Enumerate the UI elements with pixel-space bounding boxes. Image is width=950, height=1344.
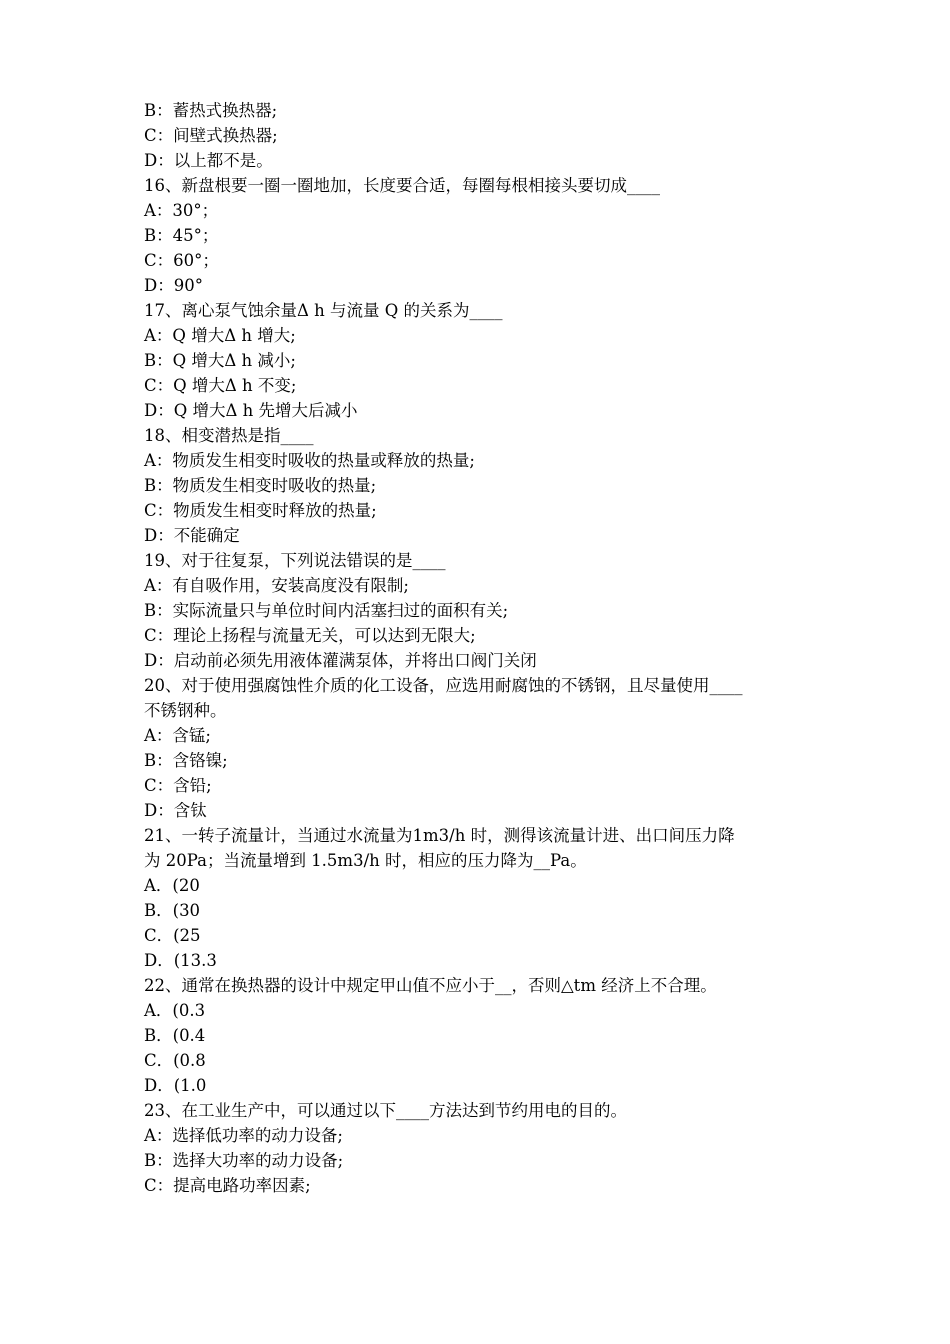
text-line: D：含钛 [144, 801, 207, 820]
text-line: C．(0.8 [144, 1051, 206, 1070]
text-line: 16、新盘根要一圈一圈地加，长度要合适，每圈每根相接头要切成____ [144, 176, 660, 195]
text-line: D：Q 增大Δ h 先增大后减小 [144, 401, 358, 420]
text-line: D．(13.3 [144, 951, 217, 970]
text-line: A：30°； [144, 201, 219, 220]
text-line: D：不能确定 [144, 526, 240, 545]
text-line: C：理论上扬程与流量无关，可以达到无限大; [144, 626, 476, 645]
text-line: B：物质发生相变时吸收的热量; [144, 476, 377, 495]
text-line: C：Q 增大Δ h 不变; [144, 376, 297, 395]
text-line: C．(25 [144, 926, 201, 945]
text-line: B：含铬镍; [144, 751, 228, 770]
text-line: B．(0.4 [144, 1026, 206, 1045]
text-line: D．(1.0 [144, 1076, 207, 1095]
text-line: D：90° [144, 276, 203, 295]
text-line: C：60°； [144, 251, 219, 270]
document-page [144, 98, 824, 1198]
text-line: A：含锰; [144, 726, 211, 745]
text-line: A：物质发生相变时吸收的热量或释放的热量; [144, 451, 475, 470]
text-line: A：Q 增大Δ h 增大; [144, 326, 296, 345]
text-line: B：蓄热式换热器; [144, 101, 278, 120]
text-line: A：选择低功率的动力设备; [144, 1126, 343, 1145]
text-line: B．(30 [144, 901, 201, 920]
text-line: C：间壁式换热器; [144, 126, 278, 145]
text-line: A．(0.3 [144, 1001, 206, 1020]
text-line: A：有自吸作用，安装高度没有限制; [144, 576, 409, 595]
text-line: 22、通常在换热器的设计中规定甲山值不应小于__，否则△tm 经济上不合理。 [144, 976, 717, 995]
text-line: 23、在工业生产中，可以通过以下____方法达到节约用电的目的。 [144, 1101, 627, 1120]
text-line: C：提高电路功率因素; [144, 1176, 311, 1195]
text-line: 21、一转子流量计，当通过水流量为1m3/h 时，测得该流量计进、出口间压力降 [144, 826, 735, 845]
text-line: D：以上都不是。 [144, 151, 273, 170]
text-line: D：启动前必须先用液体灌满泵体，并将出口阀门关闭 [144, 651, 537, 670]
text-line: 不锈钢种。 [144, 701, 227, 720]
text-line: B：Q 增大Δ h 减小; [144, 351, 296, 370]
text-line: 19、对于往复泵，下列说法错误的是____ [144, 551, 446, 570]
text-line: 为 20Pa；当流量增到 1.5m3/h 时，相应的压力降为__Pa。 [144, 851, 587, 870]
text-line: C：含铅; [144, 776, 212, 795]
text-line: A．(20 [144, 876, 200, 895]
text-line: 20、对于使用强腐蚀性介质的化工设备，应选用耐腐蚀的不锈钢，且尽量使用____ [144, 676, 743, 695]
text-line: 17、离心泵气蚀余量Δ h 与流量 Q 的关系为____ [144, 301, 503, 320]
text-line: 18、相变潜热是指____ [144, 426, 314, 445]
text-line: C：物质发生相变时释放的热量; [144, 501, 377, 520]
text-line: B：实际流量只与单位时间内活塞扫过的面积有关; [144, 601, 509, 620]
text-line: B：45°； [144, 226, 219, 245]
text-line: B：选择大功率的动力设备; [144, 1151, 344, 1170]
